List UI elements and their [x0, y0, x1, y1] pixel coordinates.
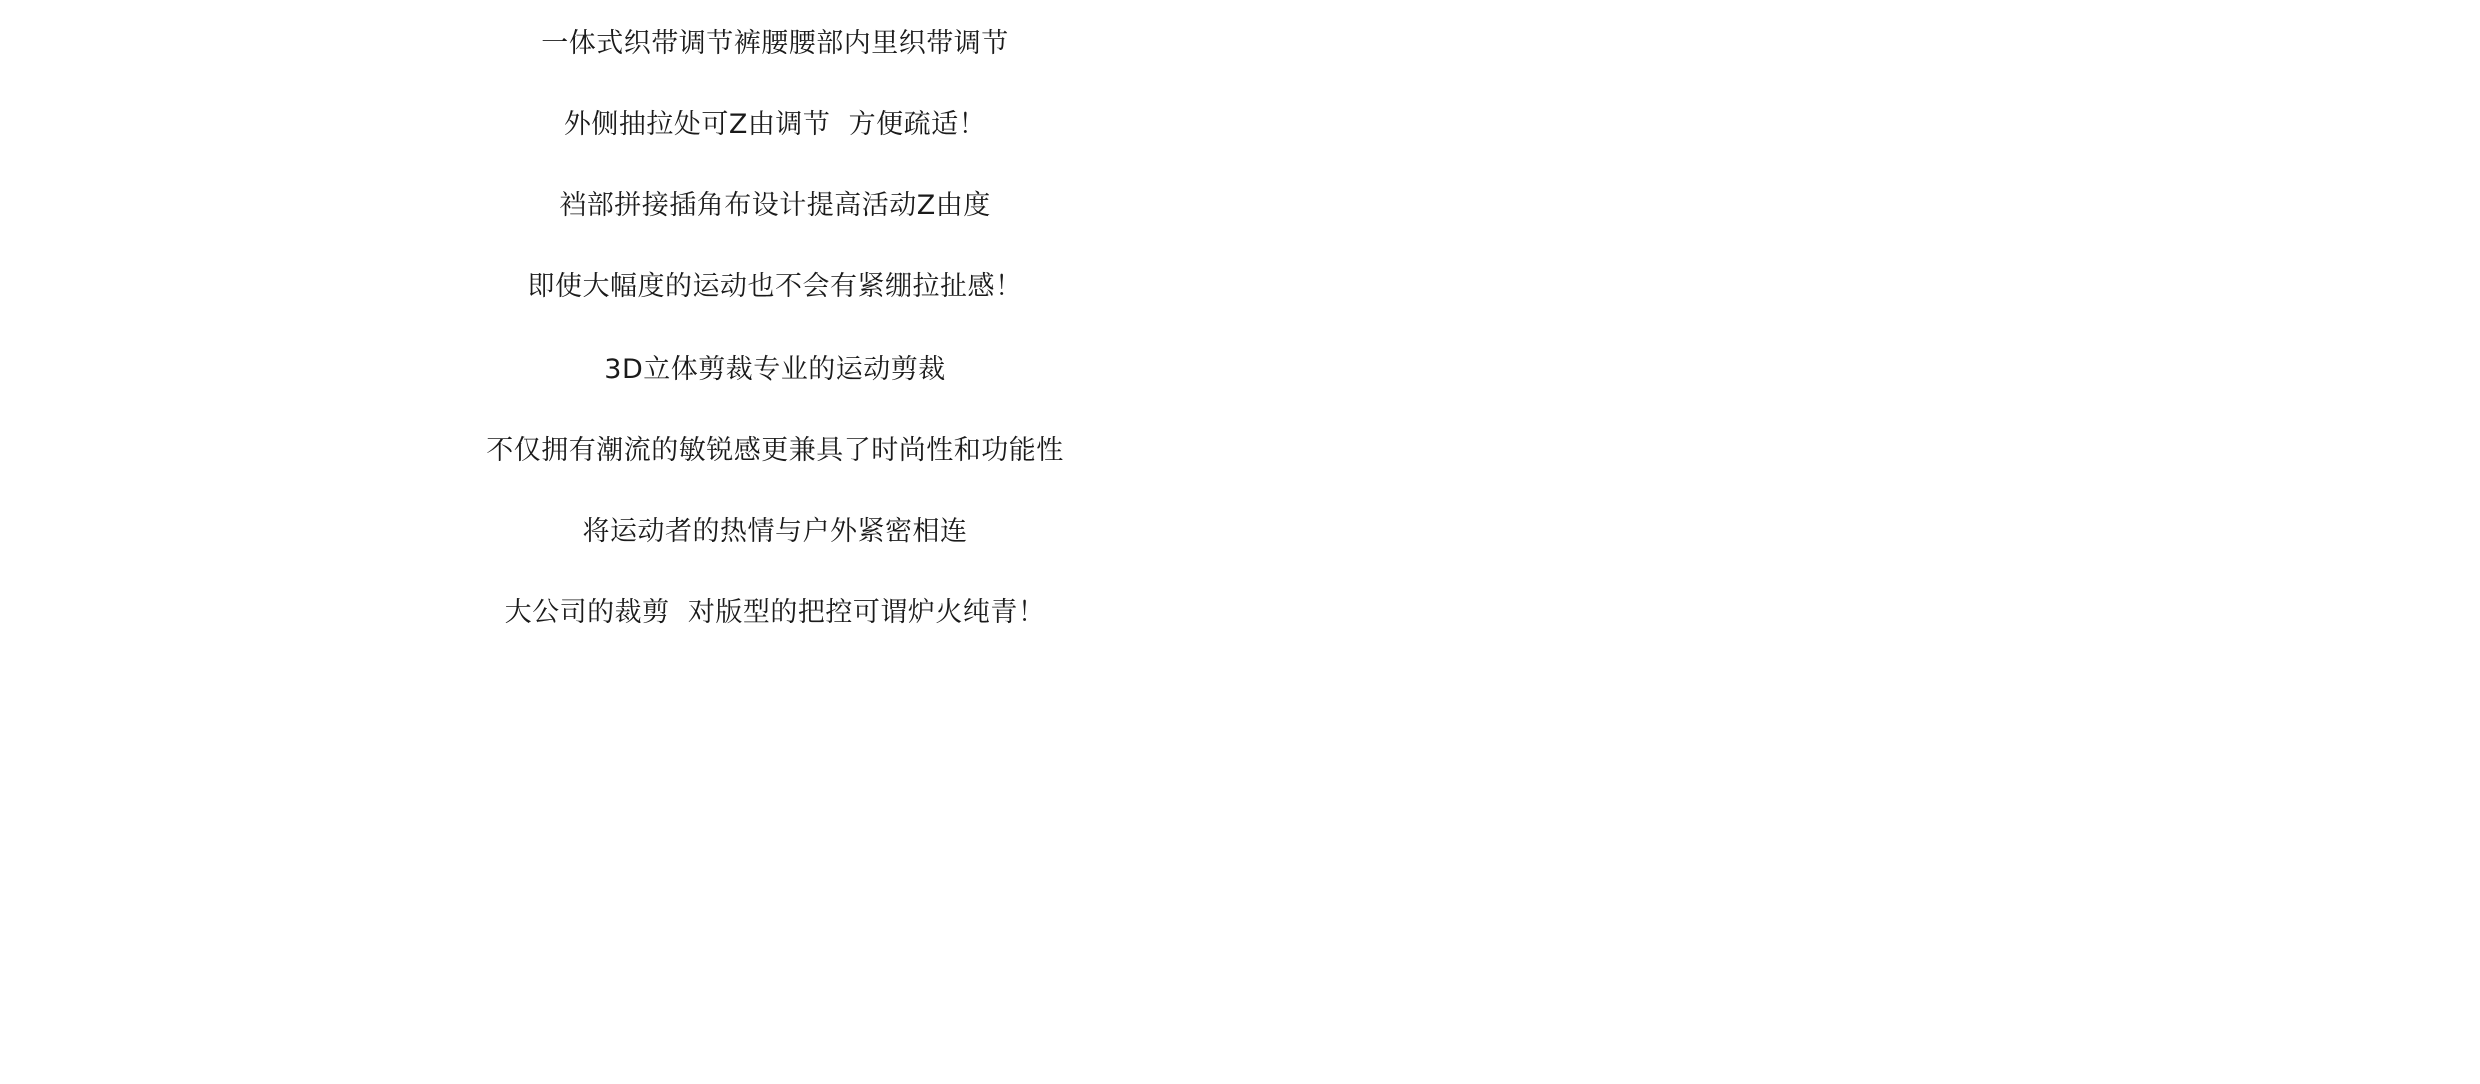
description-line-4: 即使大幅度的运动也不会有紧绷拉扯感！	[527, 271, 1023, 302]
description-line-3: 裆部拼接插角布设计提高活动Z由度	[559, 190, 991, 221]
description-line-2: 外侧抽拉处可Z由调节 方便疏适！	[563, 109, 987, 140]
description-line-1: 一体式织带调节裤腰腰部内里织带调节	[541, 28, 1009, 59]
description-line-5: 3D立体剪裁专业的运动剪裁	[604, 354, 946, 385]
product-description	[0, 0, 1550, 700]
description-line-6: 不仅拥有潮流的敏锐感更兼具了时尚性和功能性	[486, 435, 1064, 466]
description-line-7: 将运动者的热情与户外紧密相连	[582, 516, 968, 547]
description-line-8: 大公司的裁剪 对版型的把控可谓炉火纯青！	[504, 597, 1046, 628]
